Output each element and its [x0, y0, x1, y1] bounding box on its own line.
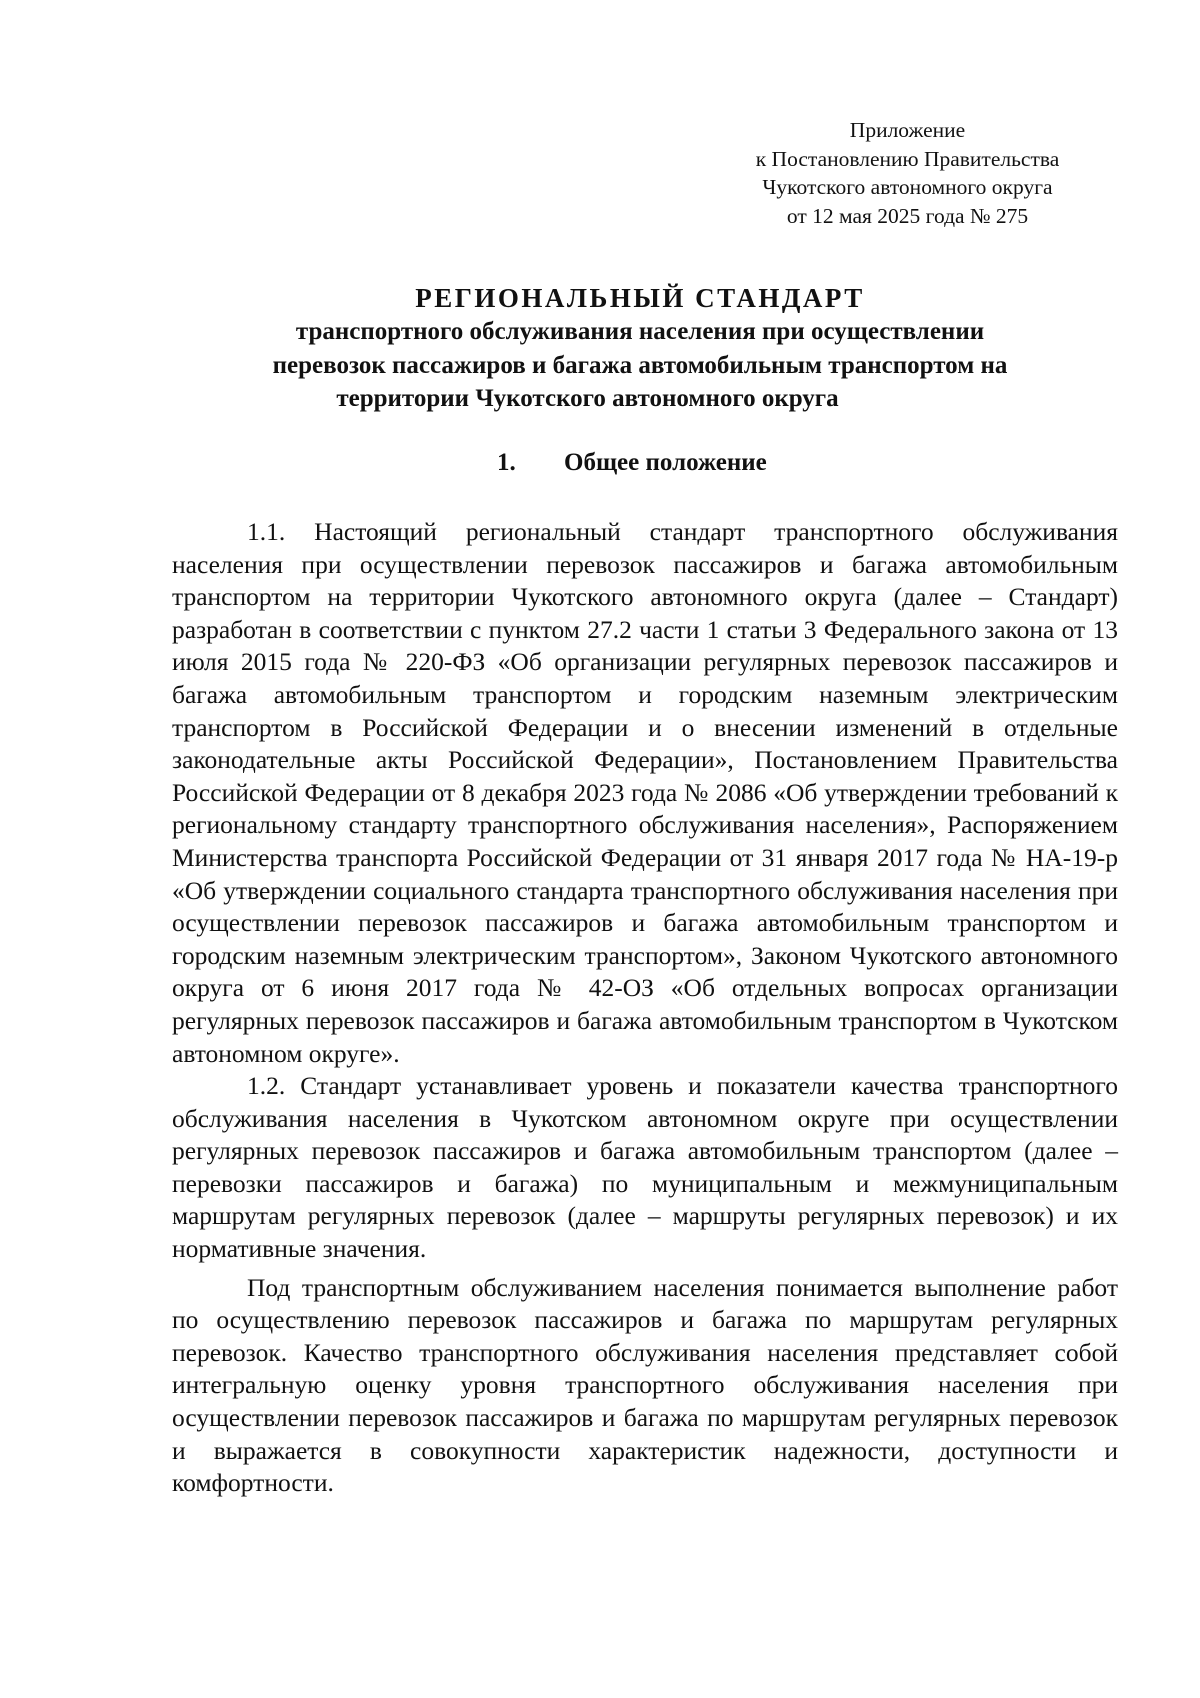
appendix-region: Чукотского автономного округа [762, 175, 1053, 199]
paragraph-1-2: 1.2. Стандарт устанавливает уровень и показатели качества транспортного обслуживания населения в Чукотском автономном округе при осуществлении регулярных перевозок пассажиров и багажа автомобильным транспортом (далее – перевозки пассажиров и багажа) по муниципальным и межмуниципальным маршрутам регулярных перевозок (далее – маршруты регулярных перевозок) и их нормативные значения. [172, 1071, 1118, 1264]
title-main: РЕГИОНАЛЬНЫЙ СТАНДАРТ [415, 283, 865, 313]
body-text [172, 516, 1118, 1500]
document-title [160, 281, 1120, 416]
title-subtitle-line-3: территории Чукотского автономного округа [336, 385, 839, 412]
section-number: 1. [497, 449, 516, 476]
paragraph-1-1: 1.1. Настоящий региональный стандарт транспортного обслуживания населения при осуществлении перевозок пассажиров и багажа автомобильным транспортом на территории Чукотского автономного округа (далее – Стандарт) разработан в соответствии с пунктом 27.2 части 1 статьи 3 Федерального закона от 13 июля 2015 года № 220-ФЗ «Об организации регулярных перевозок пассажиров и багажа автомобильным транспортом и городским наземным электрическим транспортом в Российской Федерации и о внесении изменений в отдельные законодательные акты Российской Федерации», Постановлением Правительства Российской Федерации от 8 декабря 2023 года № 2086 «Об утверждении требований к региональному стандарту транспортного обслуживания населения», Распоряжением Министерства транспорта Российской Федерации от 31 января 2017 года № НА-19-р «Об утверждении социального стандарта транспортного обслуживания населения при осуществлении перевозок пассажиров и багажа автомобильным транспортом и городским наземным электрическим транспортом», Законом Чукотского автономного округа от 6 июня 2017 года № 42-ОЗ «Об отдельных вопросах организации регулярных перевозок пассажиров и багажа автомобильным транспортом в Чукотском автономном округе». [172, 517, 1118, 1068]
title-subtitle-line-1: транспортного обслуживания населения при осуществлении [295, 318, 985, 345]
title-subtitle-line-2: перевозок пассажиров и багажа автомобильным транспортом на [272, 351, 1008, 379]
section-title: Общее положение [564, 449, 767, 476]
appendix-date-number: от 12 мая 2025 года № 275 [786, 203, 1029, 228]
section-heading [497, 448, 767, 478]
appendix-label: Приложение [849, 118, 966, 142]
appendix-reference: к Постановлению Правительства [755, 146, 1060, 171]
appendix-header [730, 116, 1085, 230]
paragraph-definition: Под транспортным обслуживанием населения понимается выполнение работ по осуществлению перевозок пассажиров и багажа по маршрутам регулярных перевозок. Качество транспортного обслуживания населения представляет собой интегральную оценку уровня транспортного обслуживания населения при осуществлении перевозок пассажиров и багажа по маршрутам регулярных перевозок и выражается в совокупности характеристик надежности, доступности и комфортности. [172, 1272, 1118, 1498]
